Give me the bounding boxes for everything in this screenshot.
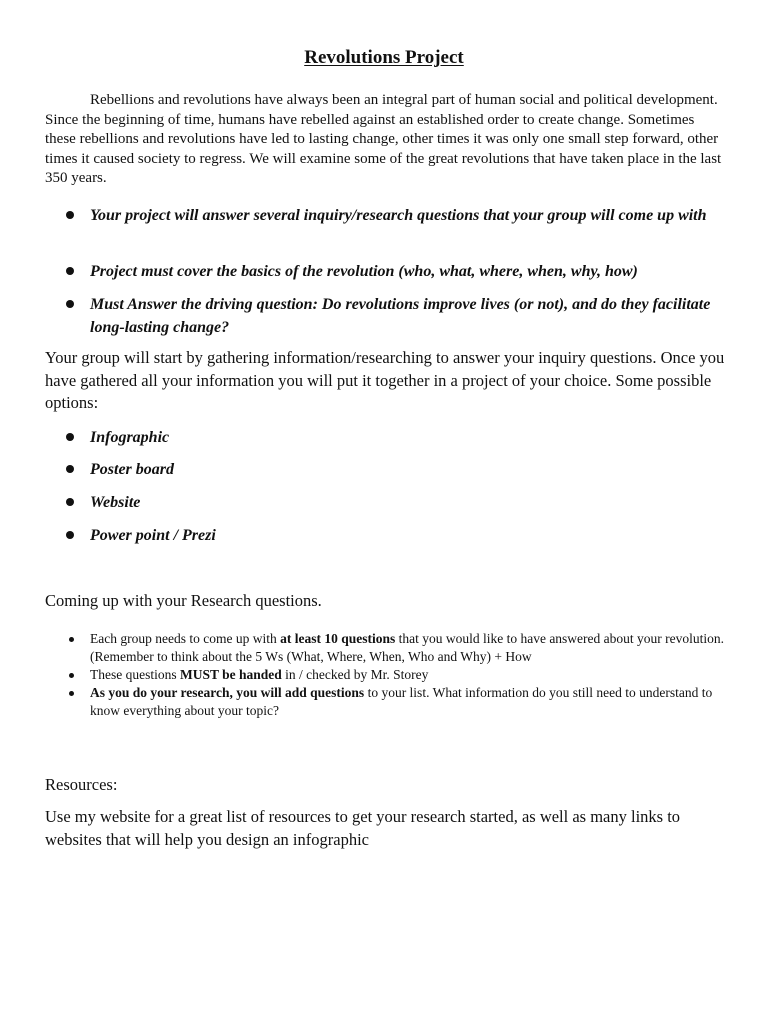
bullet-icon [66, 433, 74, 441]
option-text: Power point / Prezi [90, 527, 216, 544]
intro-paragraph [45, 91, 725, 189]
research-item [0, 630, 768, 666]
text-run: in / checked by Mr. Storey [281, 667, 429, 682]
bullet-icon [66, 498, 74, 506]
bold-text-run: MUST be handed [180, 667, 282, 682]
requirement-text: Project must cover the basics of the revolution (who, what, where, when, why, how) [90, 263, 638, 280]
bullet-icon [69, 673, 74, 678]
gathering-paragraph: Your group will start by gathering information/researching to answer your inquiry questions. Once you have gathered all your information you will put it together in a project of your choice. Some possible options: [45, 348, 725, 412]
option-text: Website [90, 494, 141, 511]
option-text: Infographic [90, 429, 170, 446]
bullet-icon [66, 531, 74, 539]
resources-paragraph: Use my website for a great list of resources to get your research started, as well as many links to websites that will help you design an infographic [45, 807, 681, 849]
research-item [0, 684, 768, 720]
research-item-text [90, 684, 730, 720]
text-run: that you would like to have answered about your revolution. (Remember to think about the 5 Ws (What, Where, When, Who and Why) + How [90, 631, 725, 664]
bold-text-run: at least 10 questions [280, 631, 396, 646]
research-item [0, 666, 768, 684]
option-text: Poster board [90, 461, 174, 478]
text-run: Each group needs to come up with [90, 631, 281, 646]
resources-heading: Resources: [45, 775, 118, 794]
bullet-icon [69, 637, 74, 642]
research-list [0, 630, 768, 720]
requirement-text: Must Answer the driving question: Do revolutions improve lives (or not), and do they facilitate long-lasting change? [90, 296, 711, 336]
bullet-icon [66, 211, 74, 219]
bullet-icon [66, 267, 74, 275]
research-heading: Coming up with your Research questions. [45, 591, 322, 610]
document-title: Revolutions Project [304, 47, 464, 68]
bullet-icon [66, 465, 74, 473]
research-item-text [90, 666, 730, 684]
research-item-text [90, 630, 730, 666]
bullet-icon [69, 691, 74, 696]
text-run: These questions [90, 667, 180, 682]
bold-text-run: As you do your research, you will add questions [90, 685, 365, 700]
text-run: to your list. What information do you still need to understand to know everything about your topic? [90, 685, 713, 718]
bullet-icon [66, 300, 74, 308]
intro-text: Rebellions and revolutions have always been an integral part of human social and political development. Since the beginning of time, humans have rebelled against an established order to create change. Sometimes these rebellions and revolutions have led to lasting change, other times it was only one small step forward, other times it caused society to regress. We will examine some of the great revolutions that have taken place in the last 350 years. [45, 92, 722, 186]
requirement-text: Your project will answer several inquiry/research questions that your group will come up with [90, 207, 707, 224]
